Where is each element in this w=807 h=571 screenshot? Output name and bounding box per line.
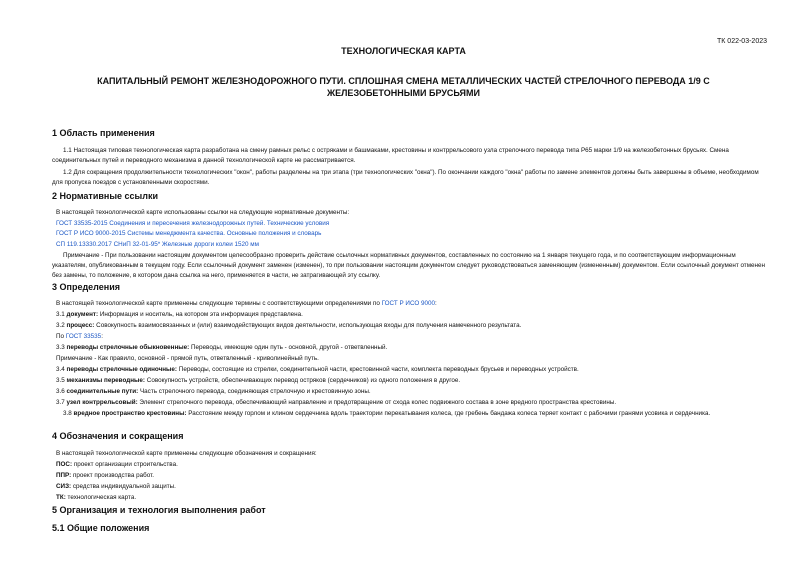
section-3-heading: 3 Определения bbox=[52, 282, 120, 292]
definition-3-8: 3.8 вредное пространство крестовины: Расстояние между горлом и клином сердечника вдоль траектории перекатывания колеса, где гребень бандажа колеса теряет контакт с рабочими гранями усовика и сердечника. bbox=[63, 410, 711, 417]
reference-link-gost-iso-9000[interactable]: ГОСТ Р ИСО 9000-2015 Системы менеджмента качества. Основные положения и словарь bbox=[56, 230, 322, 237]
section-1-paragraph-2: 1.2 Для сокращения продолжительности технологических "окон", работы разделены на три этапа (три технологических "окна"). По окончании каждого "окна" работы по замене элементов должны быть завершены в объеме, необходимом для пропуска поездов с установленными скоростями. bbox=[52, 169, 759, 186]
definitions-by-gost-33535: По ГОСТ 33535: bbox=[56, 333, 103, 340]
definition-3-3-note: Примечание - Как правило, основной - прямой путь, ответвленный - криволинейный путь. bbox=[56, 355, 319, 362]
abbreviation-tk: ТК: технологическая карта. bbox=[56, 494, 137, 501]
definition-3-4: 3.4 переводы стрелочные одиночные: Переводы, состоящие из стрелки, соединительной части, крестовинной части, комплекта переводных брусьев и переводных устройств. bbox=[56, 366, 579, 373]
section-1-paragraph-1: 1.1 Настоящая типовая технологическая карта разработана на смену рамных рельс с остряками и башмаками, крестовины и контррельсового узла стрелочного перевода типа Р65 марки 1/9 на железобетонных брусьях. Смена соединительных путей и переводного механизма в данной технологической карте не рассматривается. bbox=[52, 147, 729, 164]
section-3-intro: В настоящей технологической карте применены следующие термины с соответствующими определениями по ГОСТ Р ИСО 9000: bbox=[56, 300, 437, 307]
section-1-heading: 1 Область применения bbox=[52, 128, 155, 138]
section-5-1-heading: 5.1 Общие положения bbox=[52, 523, 150, 533]
definition-3-3: 3.3 переводы стрелочные обыкновенные: Переводы, имеющие один путь - основной, другой - ответвленный. bbox=[56, 344, 388, 351]
abbreviation-pos: ПОС: проект организации строительства. bbox=[56, 461, 178, 468]
abbreviation-siz: СИЗ: средства индивидуальной защиты. bbox=[56, 483, 176, 490]
section-2-note: Примечание - При пользовании настоящим документом целесообразно проверить действие ссылочных нормативных документов, составленных по состоянию на 1 января текущего года, и по соответствующим информационным указателям, опубликованным в текущем году. Если ссылочный документ заменен (изменен), то при пользовании настоящим документом следует руководствоваться заменяющим (измененным) документом. Если ссылочный документ отменен без замены, то положение, в котором дана ссылка на него, применяется в части, не затрагивающей эту ссылку. bbox=[52, 252, 765, 279]
abbreviation-ppr: ППР: проект производства работ. bbox=[56, 472, 154, 479]
document-main-title: КАПИТАЛЬНЫЙ РЕМОНТ ЖЕЛЕЗНОДОРОЖНОГО ПУТИ. СПЛОШНАЯ СМЕНА МЕТАЛЛИЧЕСКИХ ЧАСТЕЙ СТРЕЛОЧНОГО ПЕРЕВОДА 1/9 С ЖЕЛЕЗОБЕТОННЫМИ БРУСЬЯМИ bbox=[97, 76, 710, 98]
section-4-intro: В настоящей технологической карте применены следующие обозначения и сокращения: bbox=[56, 450, 317, 457]
section-4-heading: 4 Обозначения и сокращения bbox=[52, 431, 184, 441]
gost-iso-9000-link[interactable]: ГОСТ Р ИСО 9000 bbox=[381, 300, 436, 307]
definition-3-1: 3.1 документ: Информация и носитель, на котором эта информация представлена. bbox=[56, 311, 303, 318]
document-code: ТК 022-03-2023 bbox=[717, 38, 767, 45]
definition-3-5: 3.5 механизмы переводные: Совокупность устройств, обеспечивающих перевод остряков (сердечников) из одного положения в другое. bbox=[56, 377, 461, 384]
gost-33535-link[interactable]: ГОСТ 33535 bbox=[65, 333, 102, 340]
definition-3-2: 3.2 процесс: Совокупность взаимосвязанных и (или) взаимодействующих видов деятельности, использующая входы для получения намеченного результата. bbox=[56, 322, 522, 329]
reference-link-sp-119[interactable]: СП 119.13330.2017 СНиП 32-01-95* Железные дороги колеи 1520 мм bbox=[56, 241, 259, 248]
section-2-intro: В настоящей технологической карте использованы ссылки на следующие нормативные документы: bbox=[56, 209, 350, 216]
definition-3-7: 3.7 узел контррельсовый: Элемент стрелочного перевода, обеспечивающий направление и предотвращение от схода колес подвижного состава в зоне вредного пространства крестовины. bbox=[56, 399, 617, 406]
section-2-heading: 2 Нормативные ссылки bbox=[52, 191, 158, 201]
document-type-title: ТЕХНОЛОГИЧЕСКАЯ КАРТА bbox=[341, 46, 466, 56]
section-5-heading: 5 Организация и технология выполнения работ bbox=[52, 505, 266, 515]
reference-link-gost-33535[interactable]: ГОСТ 33535-2015 Соединения и пересечения железнодорожных путей. Технические условия bbox=[56, 220, 330, 227]
definition-3-6: 3.6 соединительные пути: Часть стрелочного перевода, соединяющая стрелочную и крестовинную зоны. bbox=[56, 388, 371, 395]
